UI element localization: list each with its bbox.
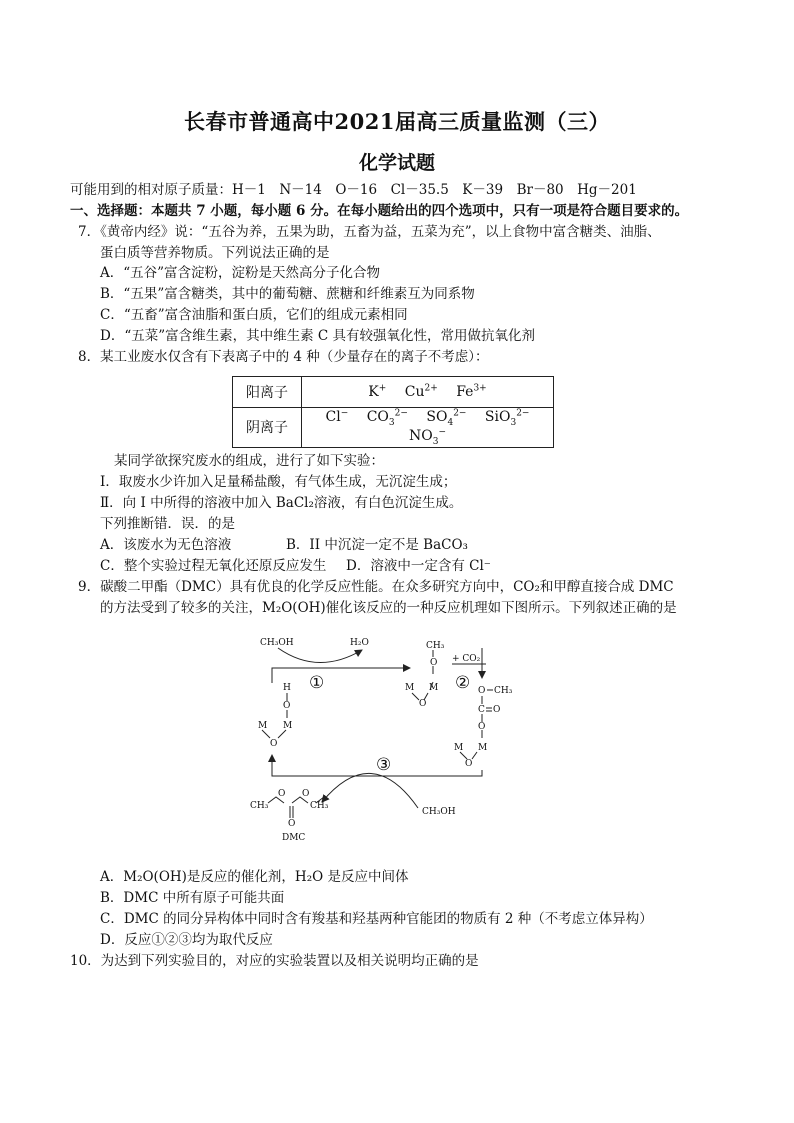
ion-cu: $Cu^{2+}$ [404, 383, 438, 401]
product-h2o: H₂O [350, 638, 369, 648]
q7-option-b: B．“五果”富含糖类，其中的葡萄糖、蔗糖和纤维素互为同系物 [100, 286, 475, 302]
label-m-left-2: M [283, 721, 293, 731]
ion-co3: $CO_3^{2-}$ [366, 408, 408, 428]
q8-step-1: Ⅰ．取废水少许加入足量稀盐酸，有气体生成，无沉淀生成； [100, 474, 457, 490]
q9-option-c: C．DMC 的同分异构体中同时含有羧基和羟基两种官能团的物质有 2 种（不考虑立体异构） [100, 911, 653, 927]
cation-label: 阳离子 [233, 377, 302, 408]
label-m-left-1: M [258, 721, 268, 731]
reactant-ch3oh-top: CH₃OH [260, 638, 294, 648]
label-ch3-dmc-right: CH₃ [310, 801, 329, 811]
label-m-right-2: M [478, 743, 488, 753]
q9-stem-1: 9．碳酸二甲酯（DMC）具有优良的化学反应性能。在众多研究方向中，CO₂和甲醇直接合成 DMC [78, 579, 674, 595]
label-o-right-3: O [465, 759, 473, 769]
label-ch3-right: CH₃ [494, 686, 513, 696]
label-o-left-top: O [283, 701, 291, 711]
reactant-ch3oh-bottom: CH₃OH [422, 807, 456, 817]
q8-intro: 某同学欲探究废水的组成，进行了如下实验： [114, 453, 384, 469]
label-m-mid-right: M [429, 683, 439, 693]
label-c-right: C [478, 705, 485, 715]
label-o-right-2: O [478, 722, 486, 732]
q9-option-b: B．DMC 中所有原子可能共面 [100, 890, 285, 906]
q9-option-a: A．M₂O(OH)是反应的催化剂，H₂O 是反应中间体 [100, 869, 409, 885]
label-o-dmc-2: O [302, 789, 310, 799]
label-o-right-1: O [478, 686, 486, 696]
ion-fe: $Fe^{3+}$ [456, 383, 487, 401]
q9-stem-2: 的方法受到了较多的关注，M₂O(OH)催化该反应的一种反应机理如下图所示。下列叙述正确的是 [100, 600, 677, 616]
atomic-masses: 可能用到的相对原子质量：H－1 N－14 O－16 Cl－35.5 K－39 Br－80 Hg－201 [70, 182, 637, 198]
q7-stem-2: 蛋白质等营养物质。下列说法正确的是 [100, 245, 330, 261]
label-m-mid-left: M [405, 683, 415, 693]
page-title: 长春市普通高中2021届高三质量监测（三） [184, 109, 610, 134]
step1-arrow [272, 668, 410, 683]
label-h-left: H [283, 683, 291, 693]
ion-no3: $NO_3^-$ [408, 427, 446, 447]
q8-step-2: Ⅱ．向 I 中所得的溶液中加入 BaCl₂溶液，有白色沉淀生成。 [100, 495, 463, 511]
step-2-marker: ② [455, 673, 471, 693]
ion-sio3: SiO$_3^{2-}$ [484, 408, 530, 428]
label-ch3-top: CH₃ [426, 641, 445, 651]
section-heading: 一、选择题：本题共 7 小题，每小题 6 分。在每小题给出的四个选项中，只有一项是符合题目要求的。 [70, 203, 689, 219]
q8-ask: 下列推断错．误．的是 [100, 516, 235, 532]
q7-option-c: C．“五畜”富含油脂和蛋白质，它们的组成元素相同 [100, 307, 408, 323]
q8-option-c: C．整个实验过程无氧化还原反应发生 [100, 558, 327, 574]
q9-option-d: D．反应①②③均为取代反应 [100, 932, 273, 948]
q7-option-a: A．“五谷”富含淀粉，淀粉是天然高分子化合物 [100, 265, 381, 281]
label-o-dmc-3: O [288, 819, 296, 829]
step-1-marker: ① [309, 673, 325, 693]
ion-so4: $SO_4^{2-}$ [426, 408, 467, 428]
q10-stem: 10．为达到下列实验目的，对应的实验装置以及相关说明均正确的是 [70, 953, 479, 969]
label-o-left-bottom: O [270, 739, 278, 749]
reagent-co2: + CO₂ [452, 654, 481, 664]
label-dmc: DMC [282, 833, 306, 843]
label-o-mid: O [419, 699, 427, 709]
label-ch3-dmc-left: CH₃ [250, 801, 269, 811]
q7-stem-1: 7．《黄帝内经》说：“五谷为养，五果为助，五畜为益，五菜为充”，以上食物中富含糖类、油脂、 [78, 224, 661, 240]
ion-k: K+ [368, 383, 387, 401]
anion-label: 阴离子 [233, 408, 302, 448]
label-o-right-dbl: O [493, 705, 501, 715]
q8-stem: 8．某工业废水仅含有下表离子中的 4 种（少量存在的离子不考虑）： [78, 349, 489, 365]
q8-option-b: B．II 中沉淀一定不是 BaCO₃ [286, 537, 468, 553]
label-o-top: O [430, 658, 438, 668]
ion-cl: Cl− [325, 408, 349, 425]
q8-option-d: D．溶液中一定含有 Cl⁻ [346, 558, 491, 574]
q7-option-d: D．“五菜”富含维生素，其中维生素 C 具有较强氧化性，常用做抗氧化剂 [100, 328, 536, 344]
step-3-marker: ③ [376, 755, 392, 775]
page-subtitle: 化学试题 [358, 152, 435, 174]
q8-option-a: A．该废水为无色溶液 [100, 537, 232, 553]
label-m-right-1: M [454, 743, 464, 753]
label-o-dmc-1: O [278, 789, 286, 799]
